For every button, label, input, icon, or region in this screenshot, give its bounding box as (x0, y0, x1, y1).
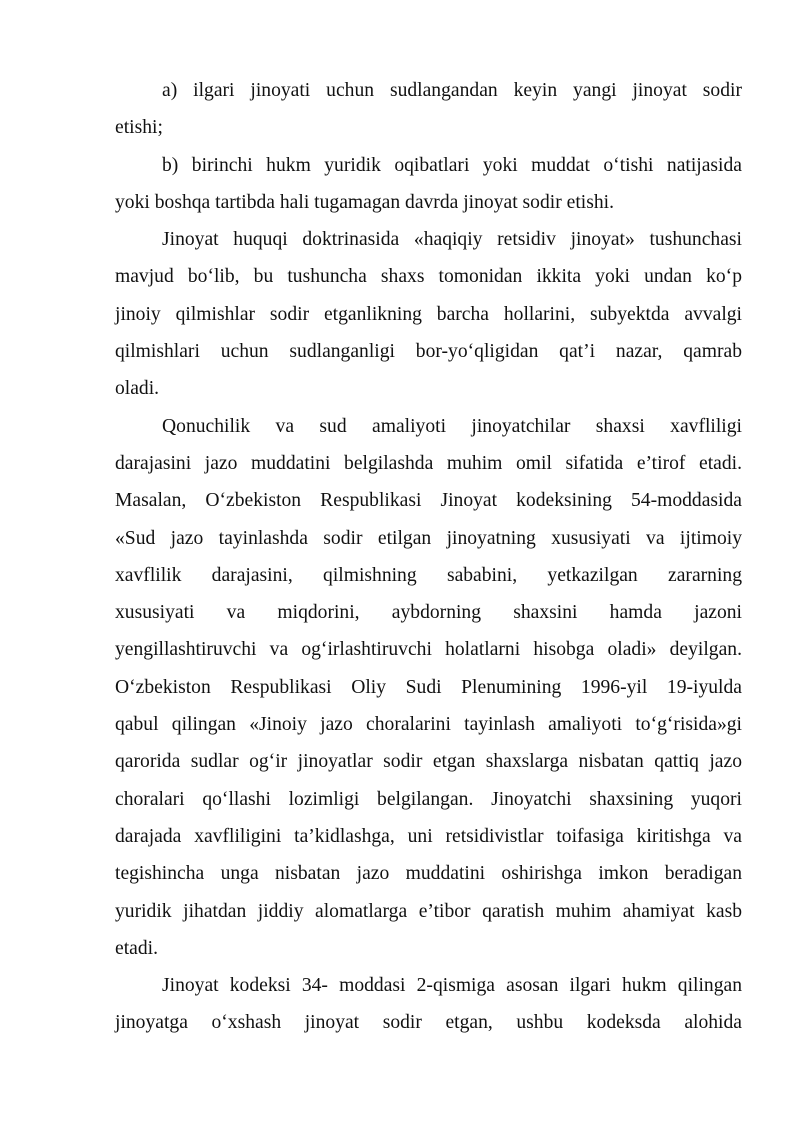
text-line: jinoiy qilmishlar sodir etganlikning barcha hollarini, subyektda avvalgi (115, 303, 742, 325)
text-line: xavflilik darajasini, qilmishning sababini, yetkazilgan zararning (115, 564, 742, 586)
text-line: yoki boshqa tartibda hali tugamagan davrda jinoyat sodir etishi. (115, 191, 614, 213)
text-line: qarorida sudlar og‘ir jinoyatlar sodir etgan shaxslarga nisbatan qattiq jazo (115, 751, 742, 773)
text-line: Jinoyat huquqi doktrinasida «haqiqiy retsidiv jinoyat» tushunchasi (162, 229, 742, 251)
text-line: mavjud bo‘lib, bu tushuncha shaxs tomonidan ikkita yoki undan ko‘p (115, 266, 742, 288)
paragraph-item-b (115, 147, 742, 222)
text-line: etishi; (115, 117, 163, 139)
text-line: «Sud jazo tayinlashda sodir etilgan jinoyatning xususiyati va ijtimoiy (115, 527, 742, 549)
text-line: darajada xavfliligini ta’kidlashga, uni retsidivistlar toifasiga kiritishga va (115, 825, 742, 847)
text-line: tegishincha unga nisbatan jazo muddatini oshirishga imkon beradigan (115, 863, 742, 885)
paragraph-legislation (115, 408, 742, 967)
text-line: darajasini jazo muddatini belgilashda muhim omil sifatida e’tirof etadi. (115, 452, 742, 474)
text-line: yengillashtiruvchi va og‘irlashtiruvchi holatlarni hisobga oladi» deyilgan. (115, 639, 742, 661)
text-line: Qonuchilik va sud amaliyoti jinoyatchilar shaxsi xavfliligi (162, 415, 742, 437)
text-line: oladi. (115, 378, 160, 400)
paragraph-criminal-code (115, 967, 742, 1042)
text-line: qilmishlari uchun sudlanganligi bor-yo‘qligidan qat’i nazar, qamrab (115, 341, 742, 363)
document-body (115, 72, 742, 1042)
text-line: Jinoyat kodeksi 34- moddasi 2-qismiga asosan ilgari hukm qilingan (162, 975, 742, 997)
text-line: jinoyatga o‘xshash jinoyat sodir etgan, ushbu kodeksda alohida (115, 1012, 742, 1034)
text-line: xususiyati va miqdorini, aybdorning shaxsini hamda jazoni (115, 602, 742, 624)
text-line: a) ilgari jinoyati uchun sudlangandan keyin yangi jinoyat sodir (162, 80, 742, 101)
text-line: etadi. (115, 937, 158, 959)
text-line: choralari qo‘llashi lozimligi belgilangan. Jinoyatchi shaxsining yuqori (115, 788, 742, 810)
text-line: b) birinchi hukm yuridik oqibatlari yoki muddat o‘tishi natijasida (162, 154, 742, 176)
paragraph-item-a (115, 72, 742, 147)
text-line: O‘zbekiston Respublikasi Oliy Sudi Plenumining 1996-yil 19-iyulda (115, 676, 742, 698)
text-line: qabul qilingan «Jinoiy jazo choralarini tayinlash amaliyoti to‘g‘risida»gi (115, 714, 742, 736)
paragraph-doctrine (115, 221, 742, 407)
text-line: yuridik jihatdan jiddiy alomatlarga e’tibor qaratish muhim ahamiyat kasb (115, 900, 742, 922)
text-line: Masalan, O‘zbekiston Respublikasi Jinoyat kodeksining 54-moddasida (115, 490, 742, 512)
